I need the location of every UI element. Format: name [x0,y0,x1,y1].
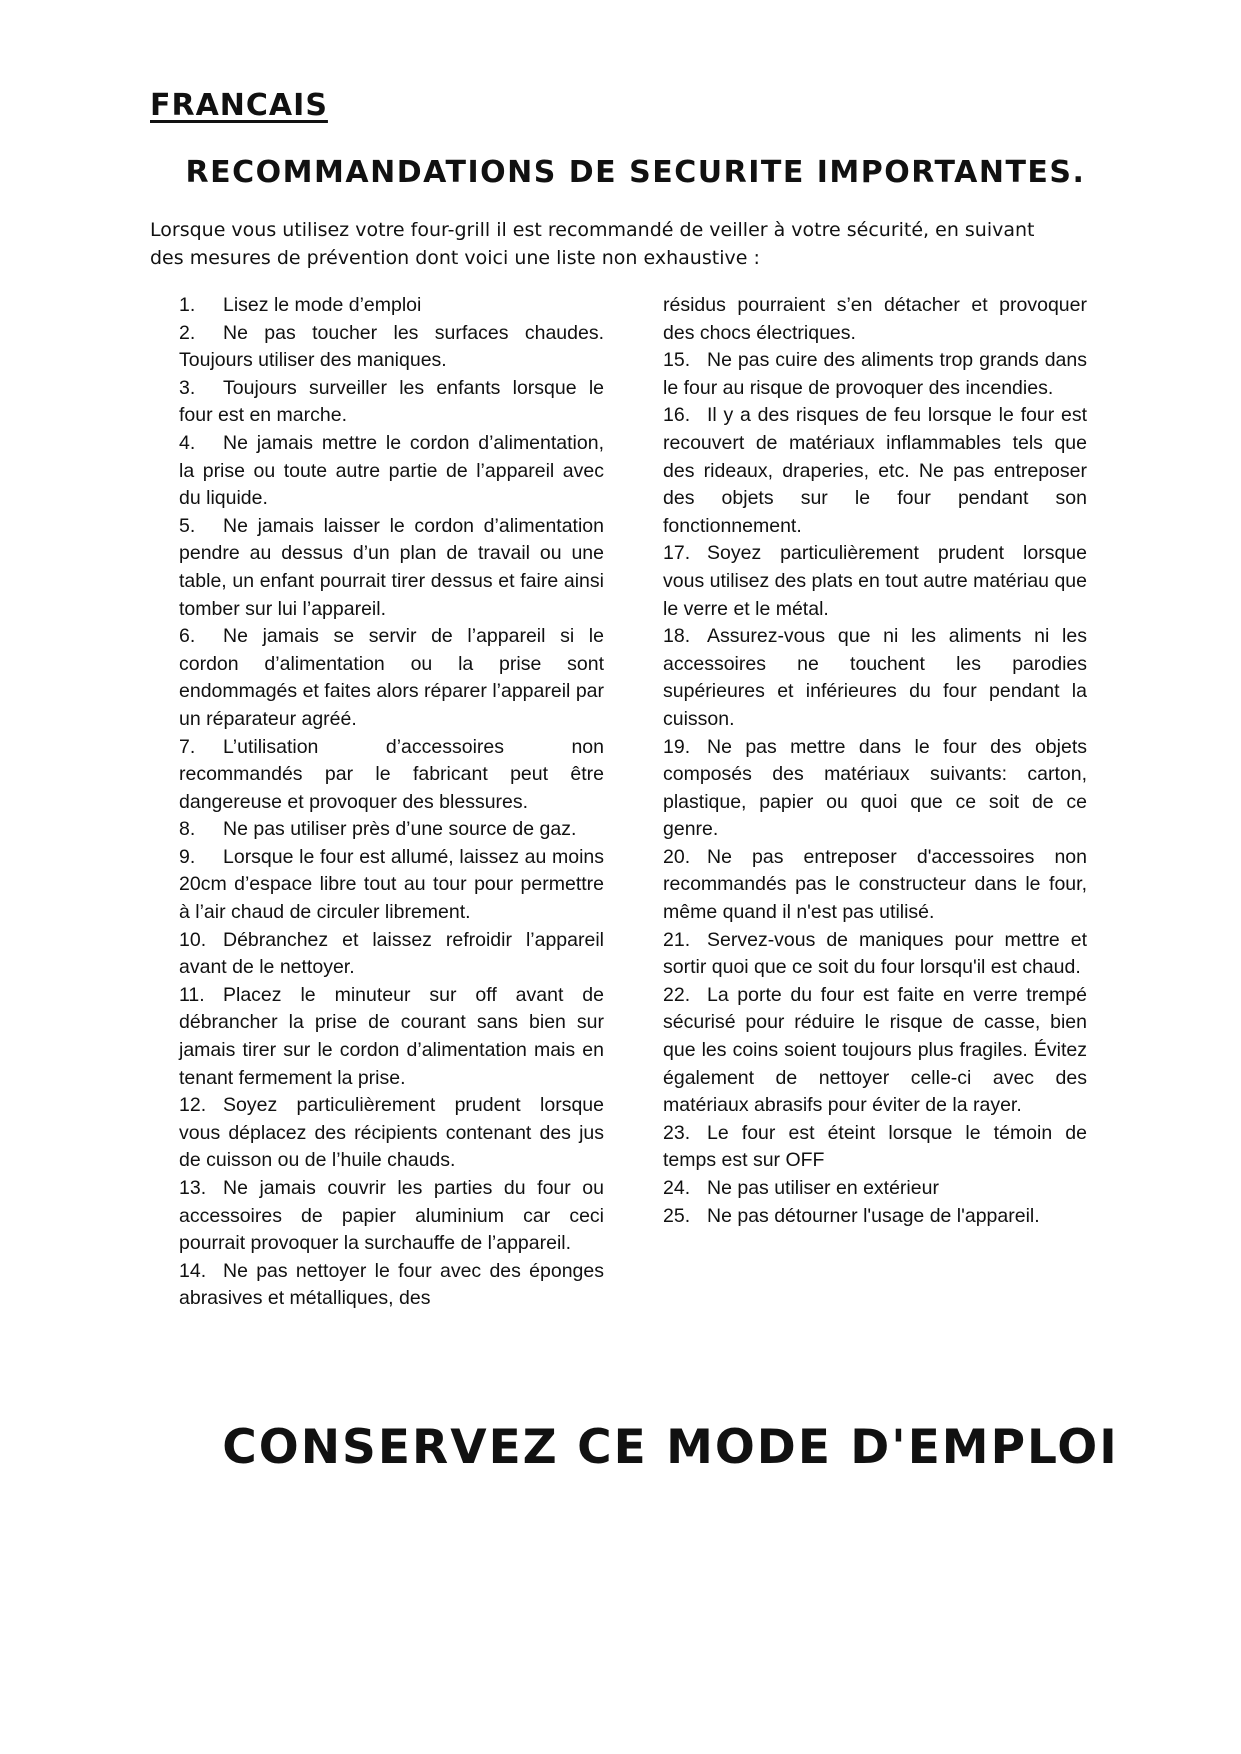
item-number: 20. [663,845,691,868]
item-text: Ne pas détourner l'usage de l'appareil. [707,1204,1040,1227]
item-text: Ne jamais couvrir les parties du four ou accessoires de papier aluminium car ceci pourrait provoquer la surchauffe de l’appareil. [179,1177,604,1255]
item-text: Assurez-vous que ni les aliments ni les accessoires ne touchent les parodies supérieures et inférieures du four pendant la cuisson. [663,625,1087,730]
item-text: Soyez particulièrement prudent lorsque vous utilisez des plats en tout autre matériau que le verre et le métal. [663,542,1087,620]
list-item [179,292,604,320]
item-number: 4. [179,431,196,454]
item-number: 6. [179,625,196,648]
intro-paragraph: Lorsque vous utilisez votre four-grill il est recommandé de veiller à votre sécurité, en suivant des mesures de prévention dont voici une liste non exhaustive : [150,219,1035,269]
list-item [663,540,1087,623]
item-text: Ne pas nettoyer le four avec des éponges abrasives et métalliques, des [179,1259,604,1310]
page-title: RECOMMANDATIONS DE SECURITE IMPORTANTES. [185,155,1086,190]
item-number: 19. [663,735,691,758]
item-text: Toujours surveiller les enfants lorsque le four est en marche. [179,376,604,427]
list-item [179,1258,604,1313]
list-item [179,844,604,927]
list-item [179,816,604,844]
list-item [179,623,604,733]
list-item [179,982,604,1092]
list-item-continuation: résidus pourraient s’en détacher et provoquer des chocs électriques. [663,294,1087,344]
item-number: 2. [179,321,196,344]
item-text: Ne pas cuire des aliments trop grands dans le four au risque de provoquer des incendies. [663,349,1087,399]
item-text: Il y a des risques de feu lorsque le four est recouvert de matériaux inflammables tels que des rideaux, draperies, etc. Ne pas entreposer des objets sur le four pendant son fonctionnement. [663,404,1087,537]
item-text: Soyez particulièrement prudent lorsque vous déplacez des récipients contenant des jus de cuisson ou de l’huile chauds. [179,1094,604,1172]
item-text: Lorsque le four est allumé, laissez au moins 20cm d’espace libre tout au tour pour permettre à l’air chaud de circuler librement. [179,845,604,924]
item-number: 17. [663,542,691,565]
item-number: 22. [663,983,691,1006]
list-item [179,927,604,982]
list-item [663,402,1087,540]
list-item [663,347,1087,402]
item-number: 24. [663,1177,691,1199]
item-number: 7. [179,735,196,758]
item-text: Ne pas mettre dans le four des objets composés des matériaux suivants: carton, plastique, papier ou quoi que ce soit de ce genre. [663,735,1087,841]
item-text: Débranchez et laissez refroidir l’appareil avant de le nettoyer. [179,928,604,979]
list-item [179,1175,604,1258]
list-item [179,1092,604,1175]
item-text: Ne pas toucher les surfaces chaudes. Toujours utiliser des maniques. [179,321,604,372]
list-item [663,623,1087,733]
list-item [663,927,1087,982]
item-text: Ne pas entreposer d'accessoires non recommandés pas le constructeur dans le four, même quand il n'est pas utilisé. [663,845,1087,924]
item-number: 12. [179,1094,207,1117]
list-item [663,982,1087,1120]
language-heading: FRANCAIS [150,88,328,123]
item-text: Le four est éteint lorsque le témoin de temps est sur OFF [663,1121,1087,1172]
item-number: 16. [663,404,691,427]
list-item [179,513,604,623]
item-text: Placez le minuteur sur off avant de débrancher la prise de courant sans bien sur jamais tirer sur le cordon d’alimentation mais en tenant fermement la prise. [179,983,604,1089]
item-number: 8. [179,818,196,841]
item-text: Lisez le mode d’emploi [223,294,422,316]
list-item [179,320,604,375]
left-column [179,292,604,1313]
item-number: 25. [663,1204,691,1227]
item-text: Ne pas utiliser près d’une source de gaz. [223,818,577,841]
list-item [663,844,1087,927]
item-text: La porte du four est faite en verre trempé sécurisé pour réduire le risque de casse, bien que les coins soient toujours plus fragiles. Évitez également de nettoyer celle-ci avec des matériaux abrasifs pour éviter de la rayer. [663,983,1087,1117]
item-text: Servez-vous de maniques pour mettre et sortir quoi que ce soit du four lorsqu'il est chaud. [663,928,1087,979]
item-number: 5. [179,514,196,537]
list-item [179,734,604,817]
list-item [179,375,604,430]
list-item [663,1120,1087,1175]
item-text: Ne jamais mettre le cordon d’alimentation, la prise ou toute autre partie de l’appareil avec du liquide. [179,431,604,510]
item-number: 18. [663,625,691,648]
item-text: Ne pas utiliser en extérieur [707,1177,939,1199]
item-number: 1. [179,294,196,316]
item-text: L’utilisation d’accessoires non recommandés par le fabricant peut être dangereuse et provoquer des blessures. [179,735,604,813]
list-item [179,430,604,513]
item-number: 13. [179,1177,207,1199]
item-number: 21. [663,928,691,951]
item-number: 9. [179,845,196,868]
right-column [663,292,1087,1230]
list-item [663,1203,1087,1231]
item-number: 23. [663,1121,691,1144]
item-number: 15. [663,349,691,372]
item-text: Ne jamais laisser le cordon d’alimentation pendre au dessus d’un plan de travail ou une table, un enfant pourrait tirer dessus et faire ainsi tomber sur lui l’appareil. [179,514,604,620]
item-text: Ne jamais se servir de l’appareil si le cordon d’alimentation ou la prise sont endommagés et faites alors réparer l’appareil par un réparateur agréé. [179,625,604,730]
item-number: 14. [179,1259,207,1282]
item-number: 3. [179,376,196,399]
list-item [663,734,1087,844]
footer-title: CONSERVEZ CE MODE D'EMPLOI [222,1420,1119,1475]
item-number: 11. [179,983,205,1006]
item-number: 10. [179,928,207,951]
list-item [663,1175,1087,1203]
